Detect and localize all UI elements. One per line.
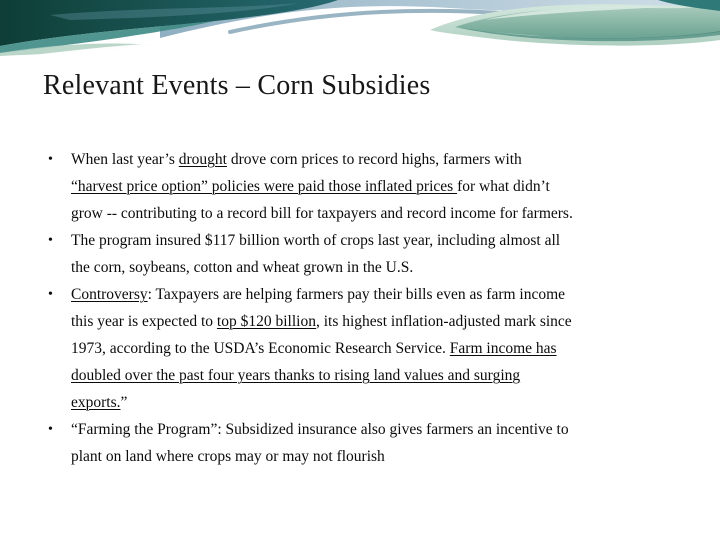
underlined-text: doubled over the past four years thanks to rising land values and surging [71,367,521,384]
bullet-item [48,227,573,281]
text-segment: this year is expected to [71,313,217,330]
header-wave-graphic [0,0,720,56]
text-segment: : Taxpayers are helping farmers pay their bills even as farm income [147,286,566,303]
text-line [71,254,573,281]
text-segment: ” [120,394,128,411]
text-segment: drove corn prices to record highs, farmers with [226,151,522,168]
bullet-marker-icon: • [48,152,53,167]
bullet-marker-icon: • [48,422,53,437]
text-segment: When last year’s [71,151,179,168]
text-segment: for what didn’t [457,178,550,195]
text-segment: 1973, according to the USDA’s Economic Research Service. [71,340,450,357]
bullet-item [48,416,573,470]
text-segment: The program insured $117 billion worth of crops last year, including almost all [71,232,561,249]
text-line [71,335,573,362]
text-line [71,308,573,335]
text-line [71,173,573,200]
text-segment: grow -- contributing to a record bill for taxpayers and record income for farmers. [71,205,573,222]
bullet-item [48,146,573,227]
text-line [71,443,573,470]
bullet-list [48,146,573,470]
text-segment: plant on land where crops may or may not flourish [71,448,385,465]
underlined-text: “harvest price option” policies were paid those inflated prices [71,178,458,195]
underlined-text: top $120 billion [216,313,316,330]
bullet-item [48,281,573,416]
text-segment: “Farming the Program”: Subsidized insurance also gives farmers an incentive to [71,421,569,438]
bullet-text [71,281,573,416]
bullet-text [71,146,573,227]
bullet-text [71,416,573,470]
bullet-marker-icon: • [48,287,53,302]
text-segment: , its highest inflation-adjusted mark since [315,313,572,330]
text-segment: the corn, soybeans, cotton and wheat grown in the U.S. [71,259,414,276]
underlined-text: drought [178,151,227,168]
text-line [71,227,573,254]
text-line [71,362,573,389]
underlined-text: exports. [71,394,121,411]
text-line [71,281,573,308]
underlined-text: Controversy [71,286,148,303]
bullet-marker-icon: • [48,233,53,248]
text-line [71,146,573,173]
underlined-text: Farm income has [449,340,557,357]
text-line [71,200,573,227]
slide-title: Relevant Events – Corn Subsidies [43,70,431,101]
text-line [71,389,573,416]
bullet-text [71,227,573,281]
text-line [71,416,573,443]
